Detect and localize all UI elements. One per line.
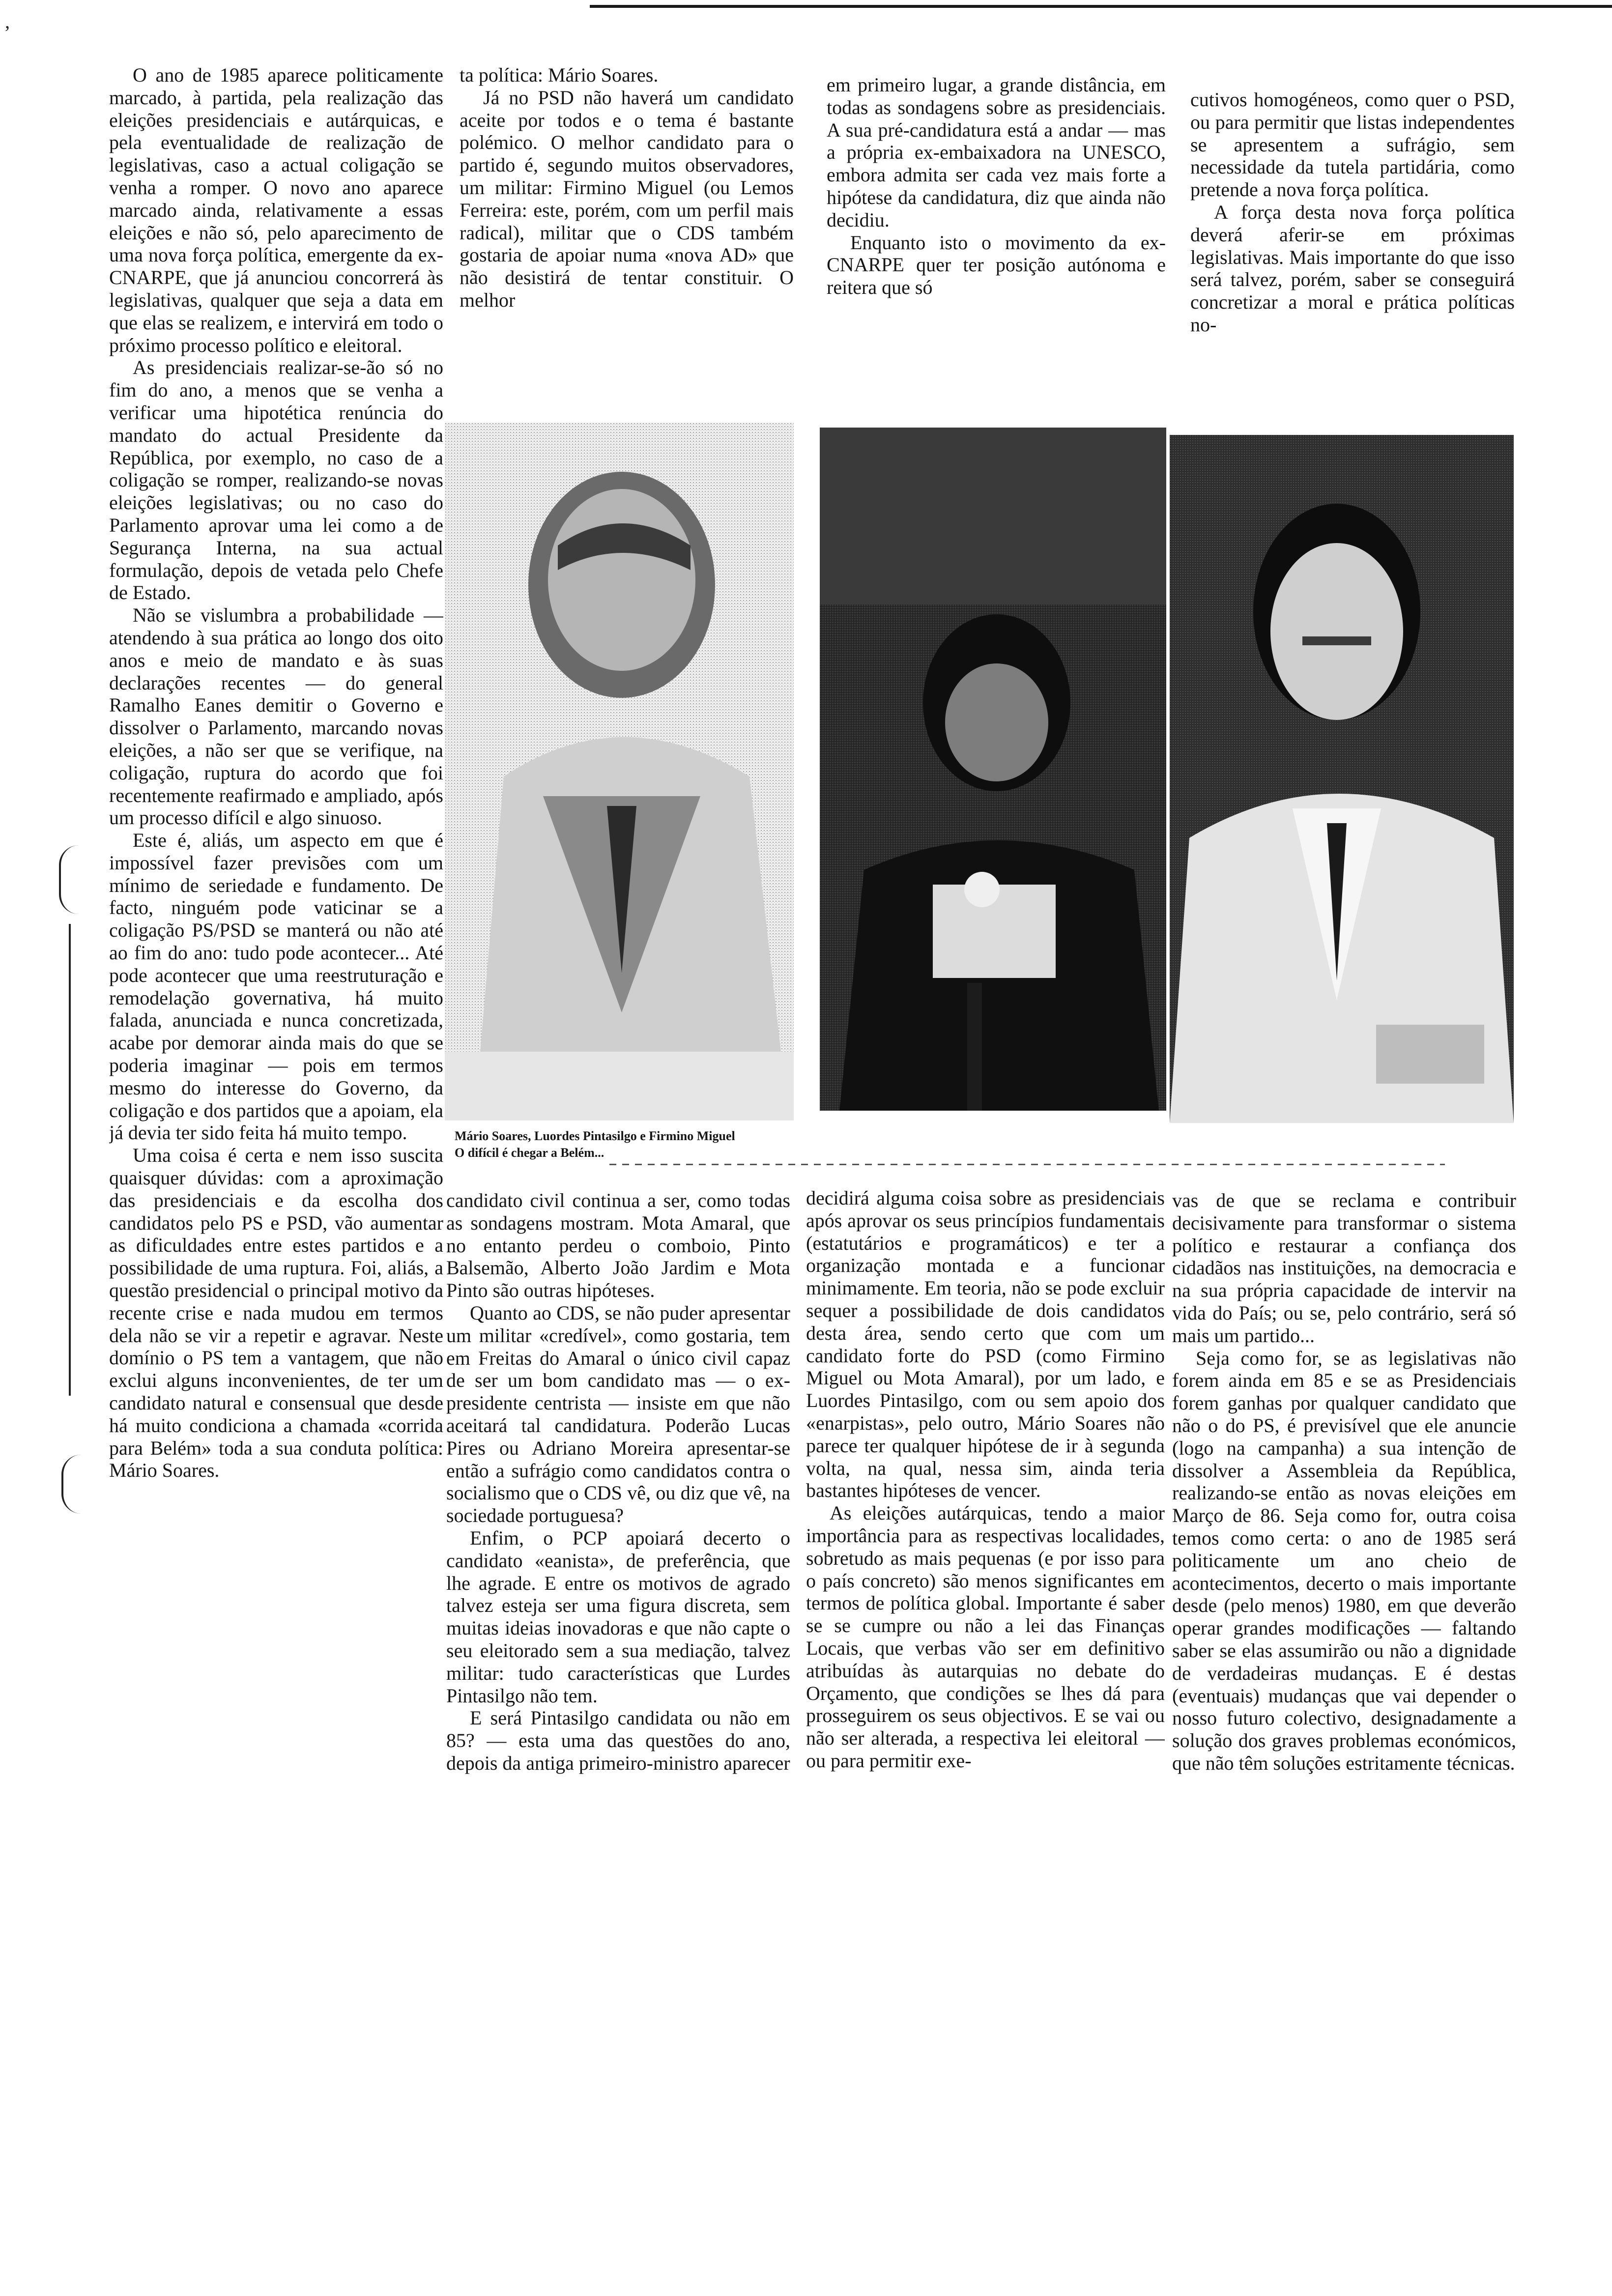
paragraph: Este é, aliás, um aspecto em que é impossível fazer previsões com um mínimo de seriedade e fundamento. De facto, ninguém pode vaticinar se a coligação PS/PSD se manterá ou não até ao fim do ano: tudo pode acontecer... Até pode acontecer que uma reestruturação e remodelação governativa, há muito falada, anunciada e nunca concretizada, acabe por demorar ainda mais do que se poderia imaginar — pois em termos mesmo do interesse do Governo, da coligação e dos partidos que a apoiam, ela já devia ter sido feita há muito tempo. [109, 829, 443, 1144]
article-column-1 [109, 64, 443, 2027]
paragraph: decidirá alguma coisa sobre as presidenciais após aprovar os seus princípios fundamentais (estatutários e programáticos) e ter a organização montada e a funcionar minimamente. Em teoria, não se pode excluir sequer a possibilidade de dois candidatos desta área, sendo certo que com um candidato forte do PSD (como Firmino Miguel ou Mota Amaral), por um lado, e Luordes Pintasilgo, com ou sem apoio dos «enarpistas», pelo outro, Mário Soares não parece ter qualquer hipótese de ir à segunda volta, na qual, nessa sim, ainda teria bastantes hipóteses de vencer. [806, 1187, 1165, 1502]
paragraph: Seja como for, se as legislativas não forem ainda em 85 e se as Presidenciais forem ganhas por qualquer candidato que não o do PS, é previsível que ele anuncie (logo na campanha) a sua intenção de dissolver a Assembleia da República, realizando-se então as novas eleições em Março de 86. Seja como for, outra coisa temos como certa: o ano de 1985 será politicamente um ano cheio de acontecimentos, decerto o mais importante desde (pelo menos) 1980, em que deverão operar grandes modificações — faltando saber se elas assumirão ou não a dignidade de verdadeiras mudanças. E é destas (eventuais) mudanças que vai depender o nosso futuro colectivo, designadamente a solução dos graves problemas económicos, que não têm soluções estritamente técnicas. [1172, 1347, 1516, 1774]
article-column-5 [446, 1189, 790, 2059]
article-column-6 [806, 1187, 1165, 2057]
paragraph: A força desta nova força política deverá aferir-se em próximas legislativas. Mais importante do que isso será talvez, porém, saber se conseguirá concretizar a moral e prática políticas no- [1190, 201, 1515, 336]
top-rule [590, 5, 1612, 8]
margin-bracket [59, 845, 90, 914]
paragraph: O ano de 1985 aparece politicamente marcado, à partida, pela realização das eleições presidenciais e autárquicas, e pela eventualidade de realização de legislativas, caso a actual coligação se venha a romper. O novo ano aparece marcado ainda, relativamente a essas eleições e não só, pelo aparecimento de uma nova força política, emergente da ex-CNARPE, que já anunciou concorrerá às legislativas, qualquer que seja a data em que elas se realizem, e intervirá em todo o próximo processo político e eleitoral. [109, 64, 443, 356]
paragraph: ta política: Mário Soares. [460, 64, 659, 86]
paragraph: candidato civil continua a ser, como todas as sondagens mostram. Mota Amaral, que no entanto perdeu o comboio, Pinto Balsemão, Alberto João Jardim e Mota Pinto são outras hipóteses. [446, 1189, 790, 1302]
margin-bracket [61, 1455, 93, 1514]
article-column-3 [827, 74, 1166, 413]
stray-mark: , [5, 10, 10, 32]
paragraph: Enfim, o PCP apoiará decerto o candidato «eanista», de preferência, que lhe agrade. E entre os motivos de agrado talvez esteja ser uma figura discreta, sem muitas ideias inovadoras e que não capte o seu eleitorado sem a sua mediação, talvez militar: tudo características que Lurdes Pintasilgo não tem. [446, 1526, 790, 1707]
photo-firmino-miguel [1170, 435, 1514, 1123]
paragraph: Quanto ao CDS, se não puder apresentar um militar «credível», como gostaria, tem em Freitas do Amaral o único civil capaz de ser um bom candidato mas — o ex-presidente centrista — insiste em que não aceitará tal candidatura. Poderão Lucas Pires ou Adriano Moreira apresentar-se então a sufrágio como candidatos contra o socialismo que o CDS vê, ou diz que vê, na sociedade portuguesa? [446, 1301, 790, 1527]
photo-mario-soares [445, 423, 794, 1120]
paragraph: em primeiro lugar, a grande distância, em todas as sondagens sobre as presidenciais. A sua pré-candidatura está a andar — mas a própria ex-embaixadora na UNESCO, embora admita ser cada vez mais forte a hipótese da candidatura, diz que ainda não decidiu. [827, 74, 1166, 231]
portrait-icon [1170, 435, 1514, 1123]
photo-caption [455, 1128, 897, 1161]
portrait-icon [820, 428, 1166, 1111]
paragraph: cutivos homogéneos, como quer o PSD, ou para permitir que listas independentes se apresentem a sufrágio, sem necessidade da tutela partidária, como pretende a nova força política. [1190, 88, 1515, 201]
paragraph: vas de que se reclama e contribuir decisivamente para transformar o sistema político e restaurar a confiança dos cidadãos nas instituições, na democracia e na sua própria capacidade de intervir na vida do País; ou se, pelo contrário, será só mais um partido... [1172, 1189, 1516, 1347]
portrait-icon [445, 423, 794, 1120]
paragraph: Não se vislumbra a probabilidade — atendendo à sua prática ao longo dos oito anos e meio de mandato e às suas declarações recentes — do general Ramalho Eanes demitir o Governo e dissolver o Parlamento, marcando novas eleições, a não ser que se verifique, na coligação, ruptura do acordo que foi recentemente reafirmado e ampliado, após um processo difícil e algo sinuoso. [109, 604, 443, 829]
caption-subtitle: O difícil é chegar a Belém... [455, 1146, 604, 1160]
photo-luordes-pintasilgo [820, 428, 1166, 1111]
article-column-4 [1190, 88, 1515, 418]
paragraph: Já no PSD não haverá um candidato aceite por todos e o tema é bastante polémico. O melhor candidato para o partido é, segundo muitos observadores, um militar: Firmino Miguel (ou Lemos Ferreira: este, porém, com um perfil mais radical), militar que o CDS também gostaria de apoiar numa «nova AD» que não desistirá de tentar constituir. O melhor [460, 86, 794, 311]
article-column-2 [460, 64, 794, 403]
paragraph: Enquanto isto o movimento da ex-CNARPE quer ter posição autónoma e reitera que só [827, 231, 1166, 299]
article-column-7 [1172, 1189, 1516, 2059]
paragraph: As presidenciais realizar-se-ão só no fim do ano, a menos que se venha a verificar uma hipotética renúncia do mandato do actual Presidente da República, por exemplo, no caso de a coligação se romper, realizando-se novas eleições legislativas; ou no caso do Parlamento aprovar uma lei como a de Segurança Interna, na sua actual formulação, depois de vetada pelo Chefe de Estado. [109, 356, 443, 604]
margin-line [69, 924, 90, 1396]
paragraph: E será Pintasilgo candidata ou não em 85? — esta uma das questões do ano, depois da antiga primeiro-ministro aparecer [446, 1707, 790, 1774]
paragraph: As eleições autárquicas, tendo a maior importância para as respectivas localidades, sobretudo as mais pequenas (e por isso para o país concreto) são menos significantes em termos de política global. Importante é saber se se cumpre ou não a lei das Finanças Locais, que verbas vão ser em definitivo atribuídas às autarquias no debate do Orçamento, que condições se lhes dá para prosseguirem os seus objectivos. E se vai ou não ser alterada, a respectiva lei eleitoral — ou para permitir exe- [806, 1502, 1165, 1772]
caption-dash-rule [609, 1164, 1445, 1165]
caption-names: Mário Soares, Luordes Pintasilgo e Firmino Miguel [455, 1129, 735, 1143]
paragraph: Uma coisa é certa e nem isso suscita quaisquer dúvidas: com a aproximação das presidenciais e da escolha dos candidatos pelo PS e PSD, vão aumentar as dificuldades entre estes partidos e a possibilidade de uma ruptura. Foi, aliás, a questão presidencial o principal motivo da recente crise e nada mudou em termos dela não se vir a repetir e agravar. Neste domínio o PS tem a vantagem, que não exclui alguns inconvenientes, de ter um candidato natural e consensual que desde há muito condiciona a chamada «corrida para Belém» toda a sua conduta política: Mário Soares. [109, 1144, 443, 1482]
